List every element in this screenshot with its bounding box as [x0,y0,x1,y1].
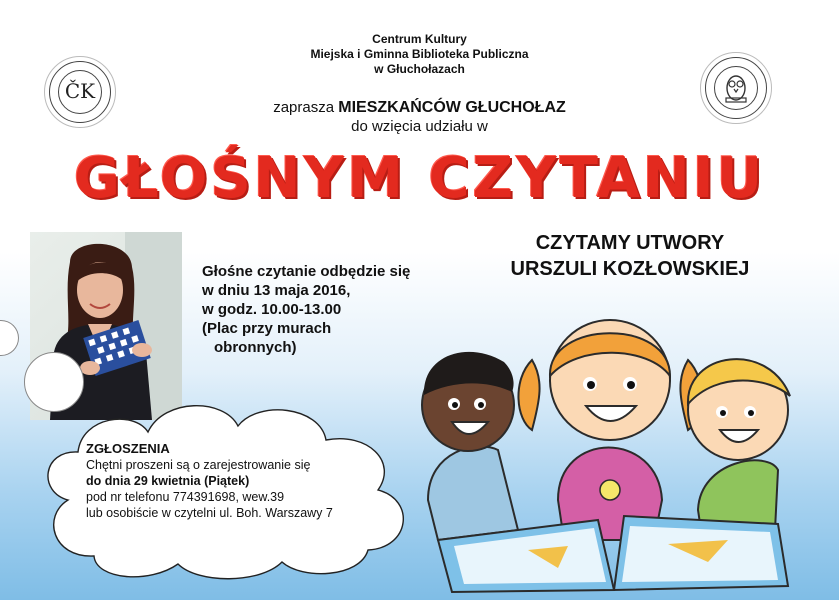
invitation [0,98,839,136]
organizer-line: Centrum Kultury [372,32,467,46]
event-details [202,262,410,357]
children-reading-illustration [408,300,828,600]
invite-line: do wzięcia udziału w [351,118,488,135]
detail-line: (Plac przy murach [202,320,332,337]
registration-info [86,441,333,521]
detail-line: w godz. 10.00-13.00 [202,301,342,318]
decorative-bubble [0,320,19,356]
organizer-line: Miejska i Gminna Biblioteka Publiczna [310,47,529,61]
detail-line: obronnych) [214,339,297,356]
organizer-line: w Głuchołazach [374,62,465,76]
headline: GŁOŚNYM CZYTANIU [73,146,766,211]
registration-line: Chętni proszeni są o zarejestrowanie się [86,458,311,472]
registration-line: lub osobiście w czytelni ul. Boh. Warszawy 7 [86,506,333,520]
author-line: URSZULI KOZŁOWSKIEJ [510,258,750,280]
author-heading [430,230,830,282]
detail-line: Głośne czytanie odbędzie się [202,263,411,280]
detail-line: w dniu 13 maja 2016, [202,282,351,299]
registration-heading: ZGŁOSZENIA [86,441,170,456]
logo-monogram: ČK [64,79,96,103]
invite-audience: MIESZKAŃCÓW GŁUCHOŁAZ [338,99,566,116]
invite-prefix: zaprasza [273,99,339,116]
registration-deadline: do dnia 29 kwietnia (Piątek) [86,474,250,488]
author-line: CZYTAMY UTWORY [535,232,725,254]
registration-line: pod nr telefonu 774391698, wew.39 [86,490,285,504]
organizer-block [0,32,839,77]
